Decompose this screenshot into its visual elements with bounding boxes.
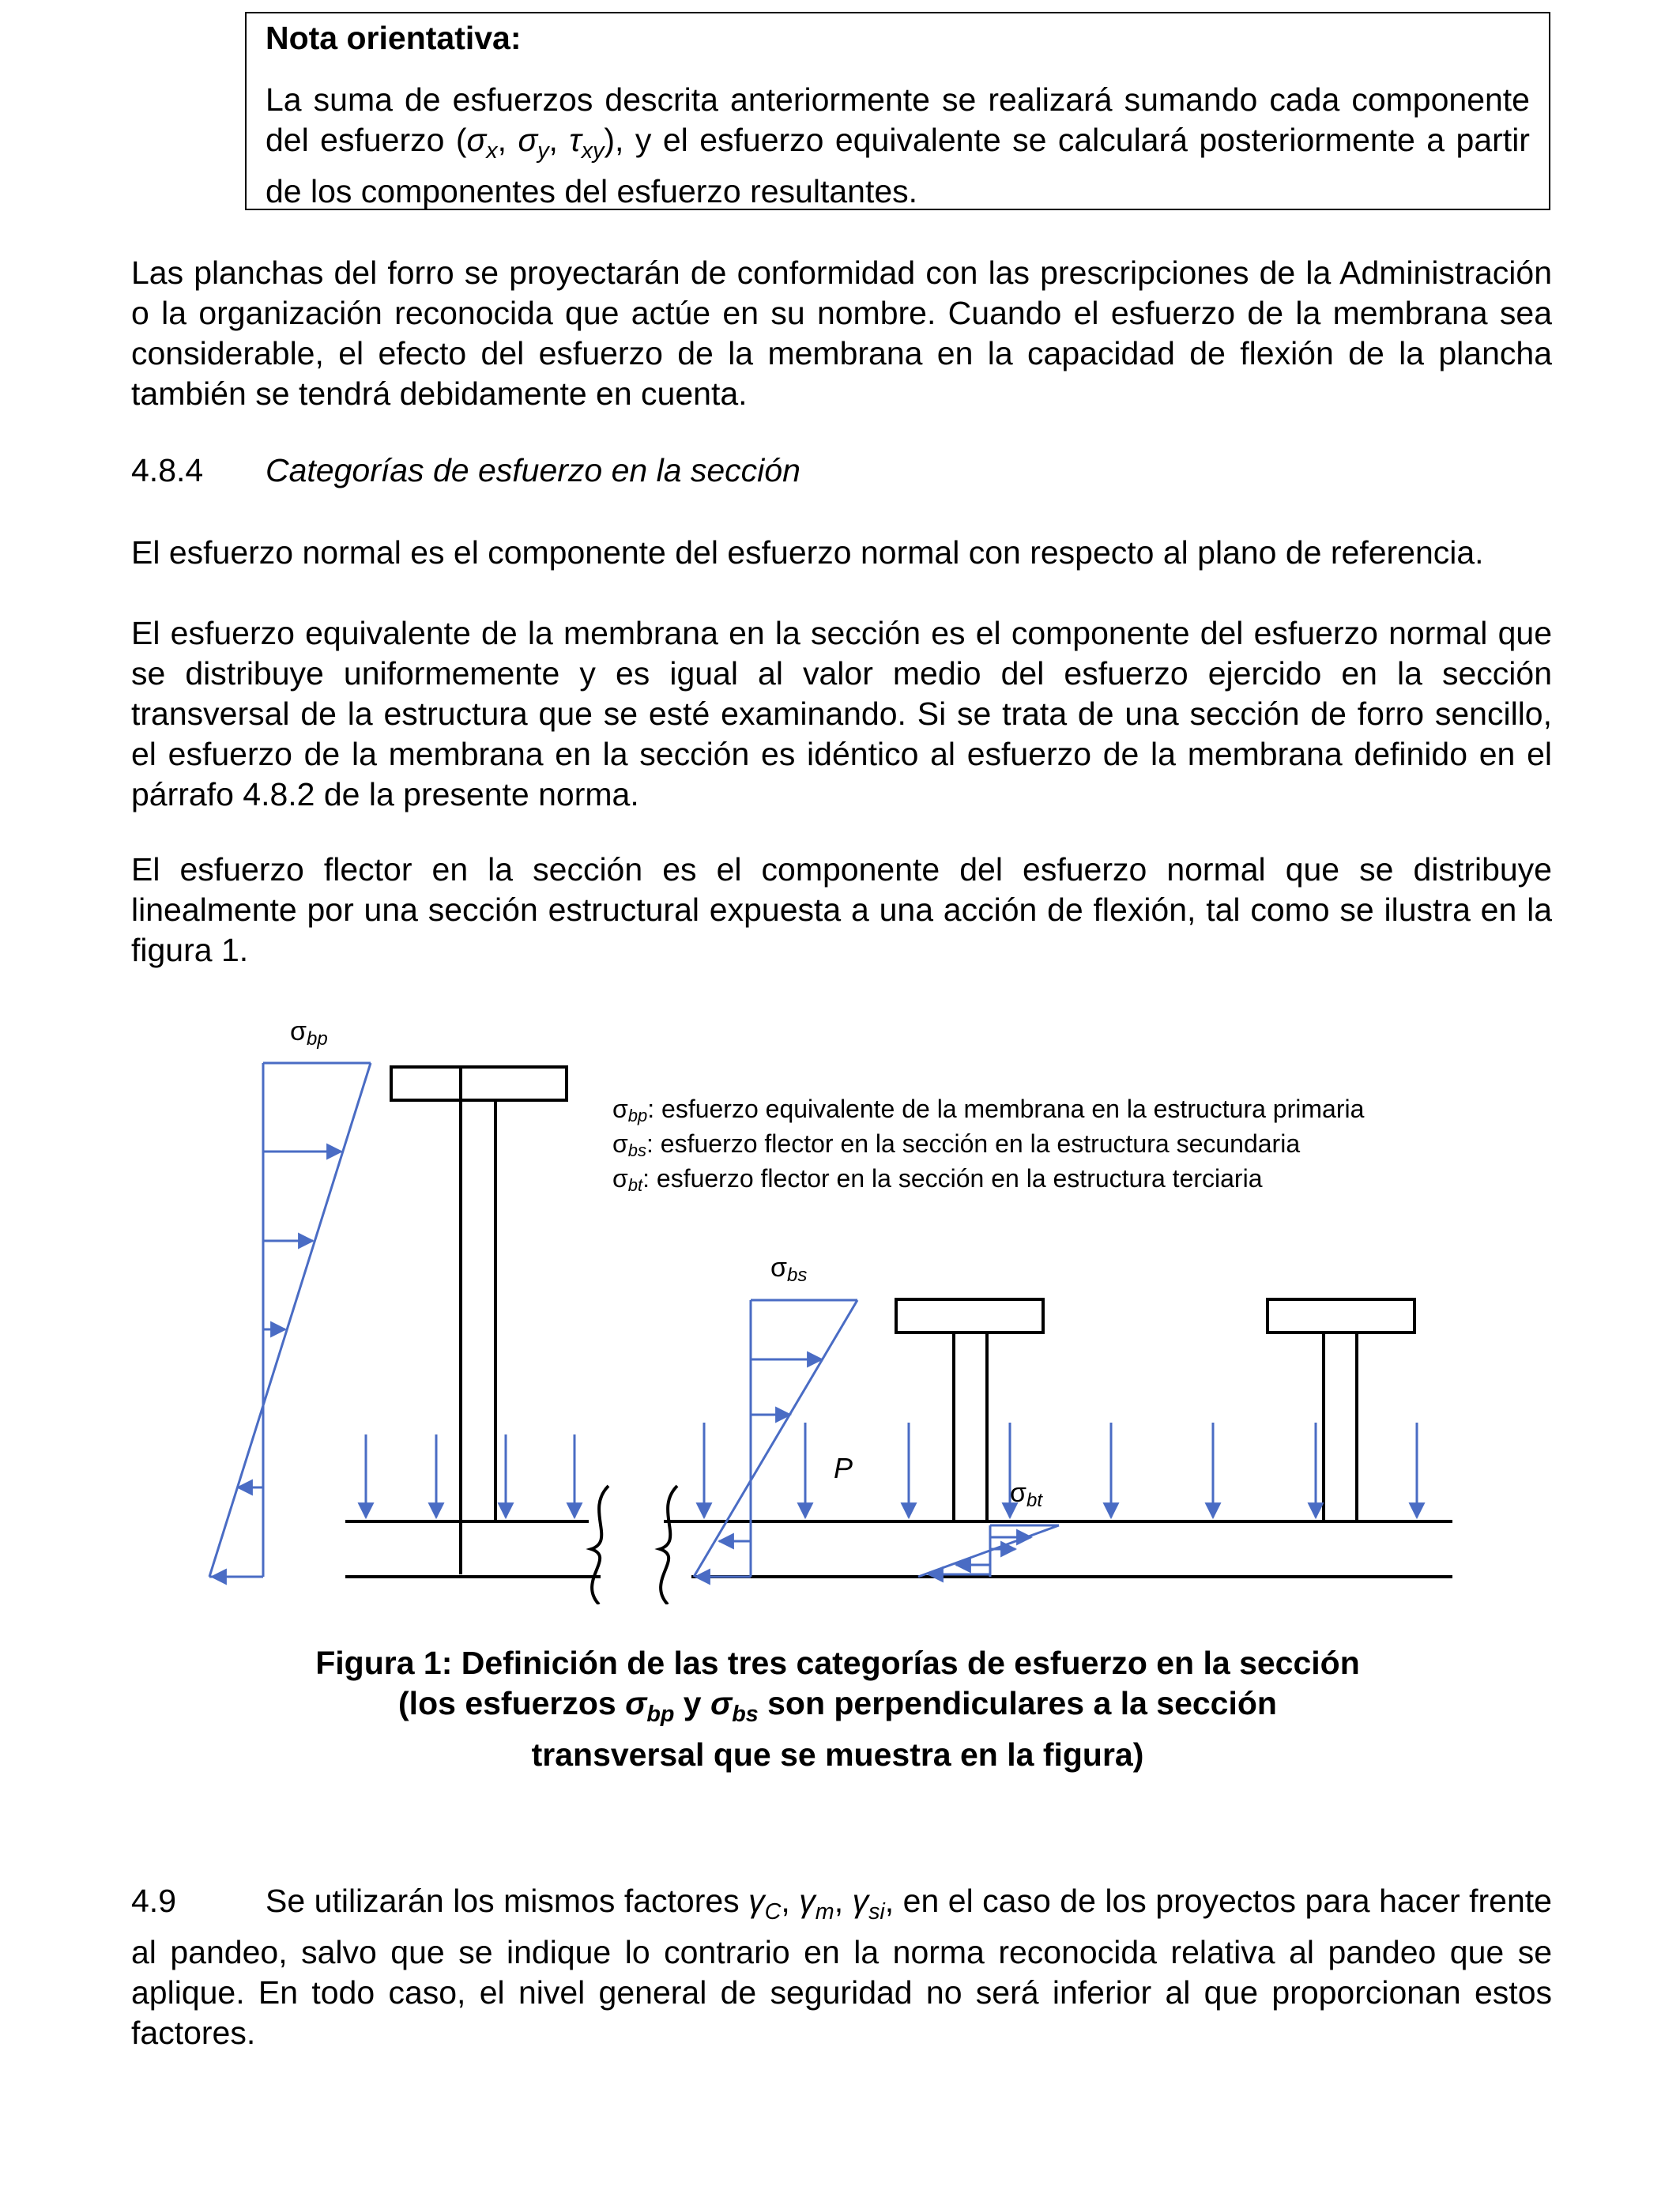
section-title: Categorías de esfuerzo en la sección xyxy=(266,452,800,488)
paragraph-esfuerzo-normal: El esfuerzo normal es el componente del esfuerzo normal con respecto al plano de referencia. xyxy=(131,534,1484,571)
paragraph-4-9: 4.9 Se utilizarán los mismos factores $\gamma_C$, $\gamma_m$, $\gamma_{si}$, en el caso de los proyectos para hacer frente al pandeo, salvo que se indique lo contrario en la norma reconocida relativa al pandeo que se aplique. En todo caso, el nivel general de seguridad no será inferior al que proporcionan estos factores. xyxy=(131,1883,1552,2052)
label-sigma-bs: σbs xyxy=(770,1253,808,1286)
note-title: Nota orientativa: xyxy=(266,20,522,56)
paragraph-esfuerzo-flector: El esfuerzo flector en la sección es el componente del esfuerzo normal que se distribuye linealmente por una sección estructural expuesta a una acción de flexión, tal como se ilustra en la figura 1. xyxy=(131,851,1552,968)
sigma-bp-diagonal xyxy=(209,1063,371,1577)
legend-item-bp: σbp: esfuerzo equivalente de la membrana en la estructura primaria xyxy=(612,1095,1365,1125)
break-line-right xyxy=(660,1486,677,1604)
paragraph-esfuerzo-equivalente: El esfuerzo equivalente de la membrana en la sección es el componente del esfuerzo normal que se distribuye uniformemente y es igual al valor medio del esfuerzo ejercido en la sección transversal de la estructura que se esté examinando. Si se trata de una sección de forro sencillo, el esfuerzo de la membrana en la sección es idéntico al esfuerzo de la membrana definido en el párrafo 4.8.2 de la presente norma. xyxy=(131,615,1552,812)
paragraph-planchas: Las planchas del forro se proyectarán de conformidad con las prescripciones de la Administración o la organización reconocida que actúe en su nombre. Cuando el esfuerzo de la membrana sea considerable, el efecto del esfuerzo de la membrana en la capacidad de flexión de la plancha también se tendrá debidamente en cuenta. xyxy=(131,254,1552,412)
section-heading-4-8-4 xyxy=(131,450,800,491)
guidance-note-box xyxy=(245,12,1550,210)
figure-caption xyxy=(205,1643,1470,1775)
sigma-bs-diagonal xyxy=(694,1300,857,1577)
sigma-bt-diagonal xyxy=(918,1525,1059,1577)
figure-legend xyxy=(612,1095,1365,1195)
label-sigma-bt: σbt xyxy=(1010,1478,1042,1511)
secondary-flange-2 xyxy=(1268,1299,1414,1333)
primary-t-beam xyxy=(391,1067,567,1574)
section-number: 4.8.4 xyxy=(131,452,204,488)
caption-line-2: (los esfuerzos $\sigma_{bp}$ y $\sigma_{bs}$ son perpendiculares a la sección xyxy=(398,1685,1277,1728)
legend-item-bt: σbt: esfuerzo flector en la sección en la estructura terciaria xyxy=(612,1164,1263,1195)
caption-line-3: transversal que se muestra en la figura) xyxy=(531,1736,1144,1774)
section-number-4-9: 4.9 xyxy=(131,1883,176,1919)
primary-flange xyxy=(391,1067,567,1100)
secondary-flange-1 xyxy=(896,1299,1043,1333)
note-text: La suma de esfuerzos descrita anteriormente se realizará sumando cada componente del esfuerzo ($\sigma_x$, $\sigma_y$, $\tau_{xy}$), y el esfuerzo equivalente se calculará posteriormente a partir de los componentes del esfuerzo resultantes. xyxy=(266,81,1530,210)
legend-item-bs: σbs: esfuerzo flector en la sección en la estructura secundaria xyxy=(612,1129,1301,1160)
label-sigma-bp: σbp xyxy=(290,1016,328,1050)
figure-1-diagram xyxy=(0,1004,1680,1604)
label-load-p: P xyxy=(834,1452,853,1484)
break-line-left xyxy=(591,1486,608,1604)
caption-line-1: Figura 1: Definición de las tres categorías de esfuerzo en la sección xyxy=(315,1645,1360,1681)
